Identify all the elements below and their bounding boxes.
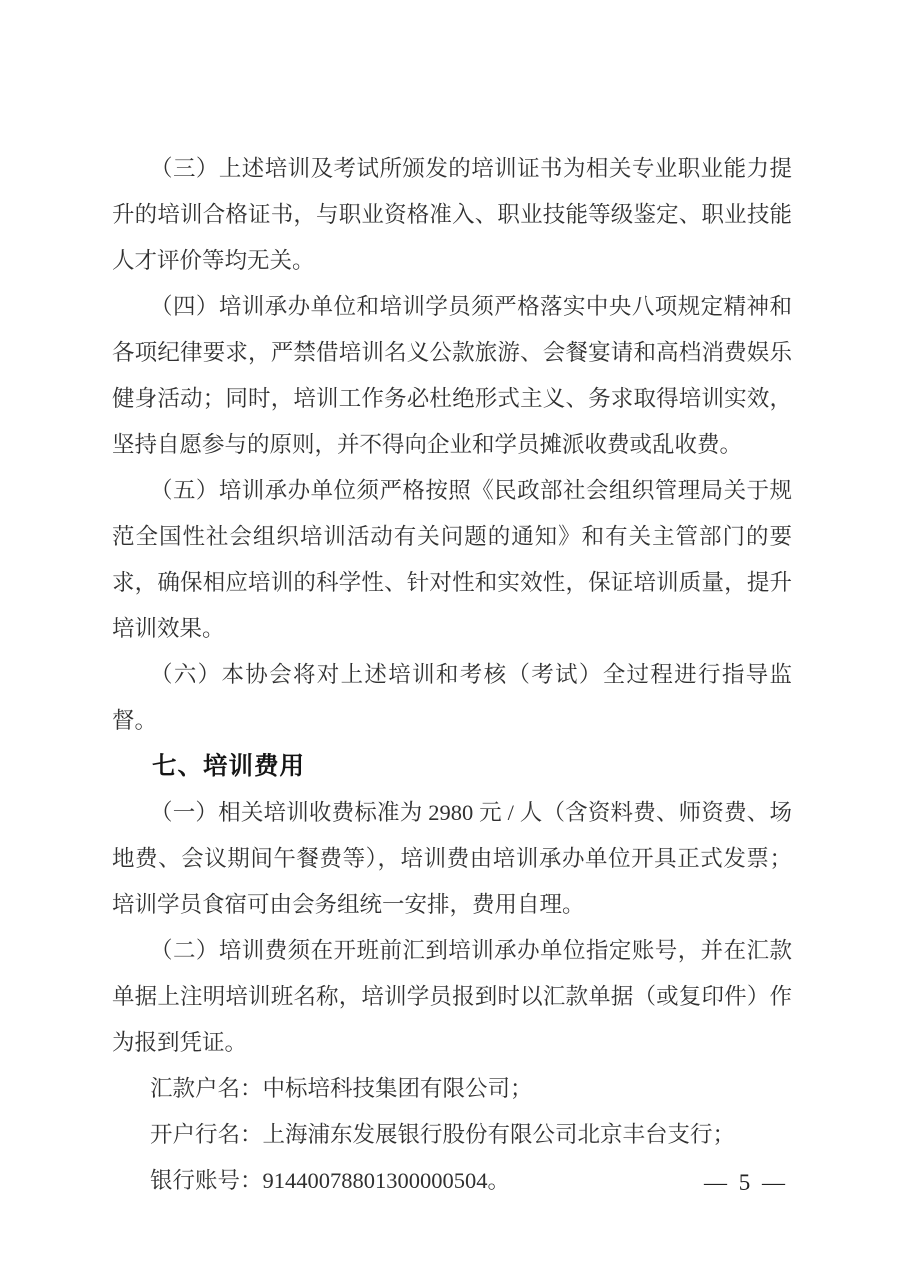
page-number: — 5 —	[704, 1170, 788, 1195]
document-body	[112, 146, 792, 1204]
paragraph-item-3-certificate-disclaimer: （三）上述培训及考试所颁发的培训证书为相关专业职业能力提升的培训合格证书，与职业资格准入、职业技能等级鉴定、职业技能人才评价等均无关。	[112, 156, 792, 273]
paragraph-item-4-discipline-requirements: （四）培训承办单位和培训学员须严格落实中央八项规定精神和各项纪律要求，严禁借培训名义公款旅游、会餐宴请和高档消费娱乐健身活动；同时，培训工作务必杜绝形式主义、务求取得培训实效，坚持自愿参与的原则，并不得向企业和学员摊派收费或乱收费。	[112, 294, 792, 457]
bank-account-number-line: 银行账号：91440078801300000504。	[150, 1168, 511, 1193]
paragraph-item-5-quality-requirements: （五）培训承办单位须严格按照《民政部社会组织管理局关于规范全国性社会组织培训活动有关问题的通知》和有关主管部门的要求，确保相应培训的科学性、针对性和实效性，保证培训质量，提升培训效果。	[112, 478, 792, 641]
paragraph-fee-standard: （一）相关培训收费标准为 2980 元 / 人（含资料费、师资费、场地费、会议期间午餐费等），培训费由培训承办单位开具正式发票；培训学员食宿可由会务组统一安排，费用自理。	[112, 800, 792, 917]
paragraph-payment-instructions: （二）培训费须在开班前汇到培训承办单位指定账号，并在汇款单据上注明培训班名称，培训学员报到时以汇款单据（或复印件）作为报到凭证。	[112, 938, 792, 1055]
remittance-account-name-line: 汇款户名：中标培科技集团有限公司；	[150, 1076, 533, 1101]
section-heading-training-fees: 七、培训费用	[152, 753, 305, 780]
paragraph-item-6-supervision: （六）本协会将对上述培训和考核（考试）全过程进行指导监督。	[112, 662, 792, 733]
bank-branch-name-line: 开户行名：上海浦东发展银行股份有限公司北京丰台支行；	[150, 1122, 736, 1147]
